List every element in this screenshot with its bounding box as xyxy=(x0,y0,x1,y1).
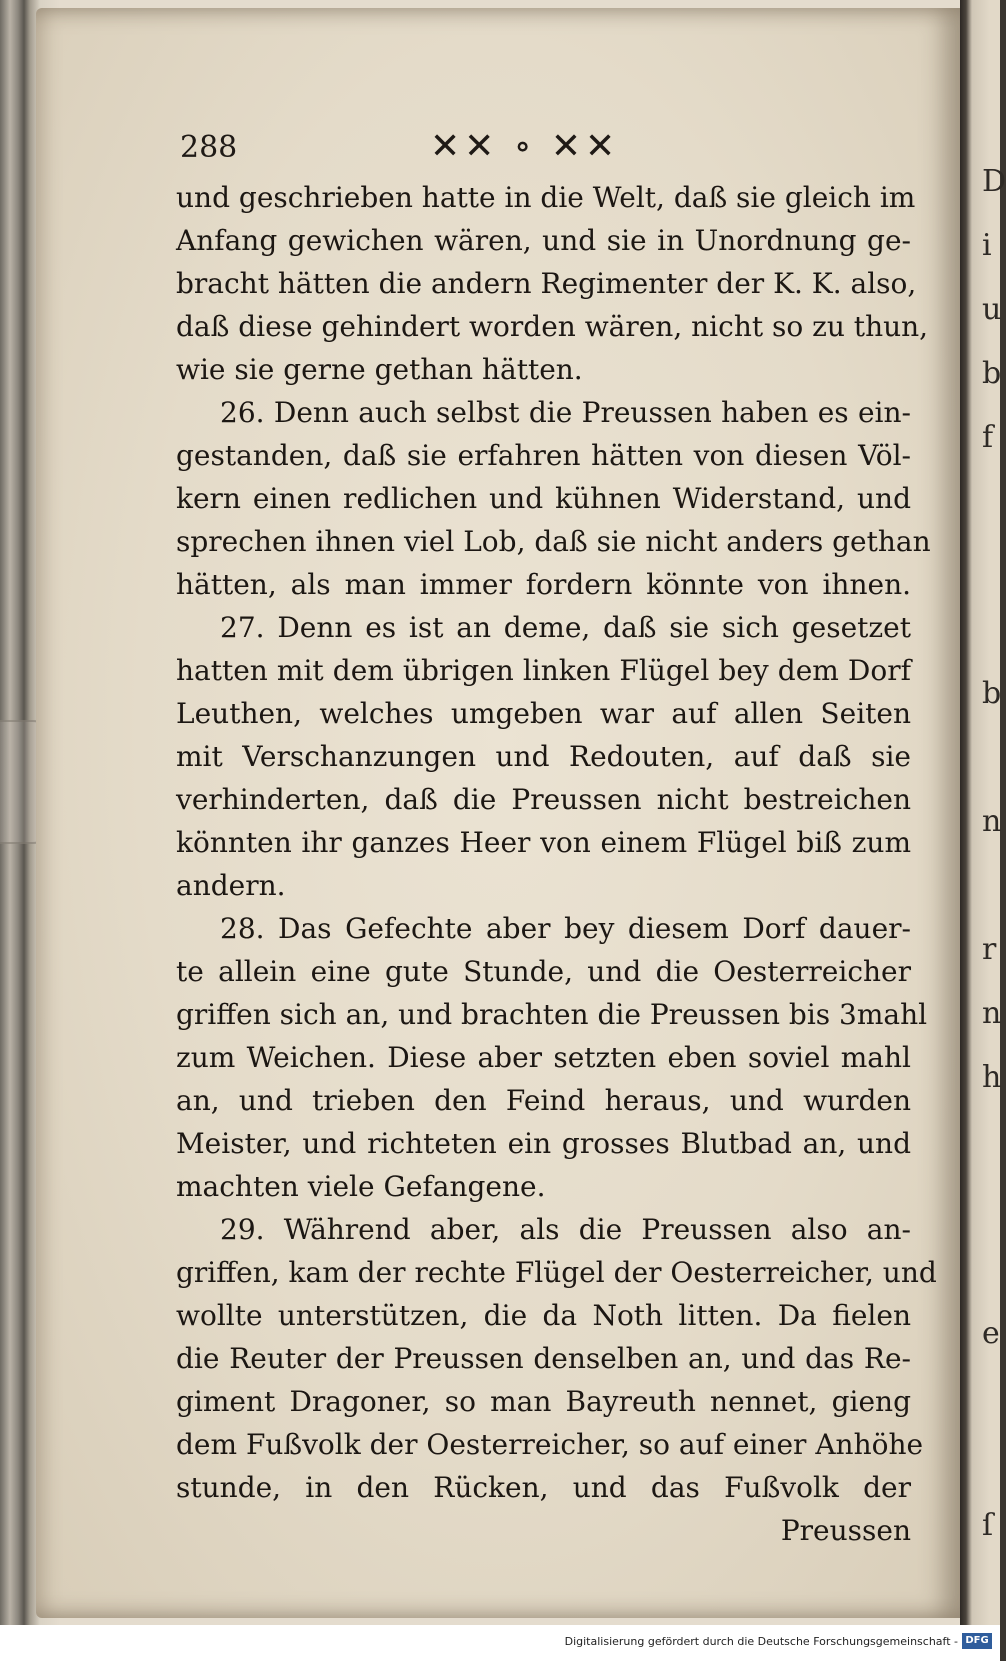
page-number: 288 xyxy=(180,130,238,165)
text-line: verhinderten, daß die Preussen nicht bestreichen xyxy=(176,783,911,816)
next-page-fragment: D i u b f b n r n h e ſ xyxy=(982,164,1006,1543)
text-line: Leuthen, welches umgeben war auf allen Seiten xyxy=(176,697,911,730)
text-line: an, und trieben den Feind heraus, und wurden xyxy=(176,1084,911,1117)
text-line: gestanden, daß sie erfahren hätten von diesen Völ- xyxy=(176,439,911,472)
text-line: hätten, als man immer fordern könnte von ihnen. xyxy=(176,568,911,601)
text-line: die Reuter der Preussen denselben an, und das Re- xyxy=(176,1342,911,1375)
text-line: wie sie gerne gethan hätten. xyxy=(176,353,583,386)
text-line: Anfang gewichen wären, und sie in Unordnung ge- xyxy=(176,224,911,257)
funding-credit: Digitalisierung gefördert durch die Deutsche Forschungsgemeinschaft - xyxy=(564,1635,958,1648)
text-line: griffen, kam der rechte Flügel der Oesterreicher, und xyxy=(176,1256,937,1289)
text-line: könnten ihr ganzes Heer von einem Flügel biß zum xyxy=(176,826,911,859)
text-line: hatten mit dem übrigen linken Flügel bey dem Dorf xyxy=(176,654,911,687)
text-line: und geschrieben hatte in die Welt, daß sie gleich im xyxy=(176,181,916,214)
text-line: 27. Denn es ist an deme, daß sie sich gesetzet xyxy=(220,611,911,644)
text-line: 26. Denn auch selbst die Preussen haben es ein- xyxy=(220,396,911,429)
text-line: 28. Das Gefechte aber bey diesem Dorf dauer- xyxy=(220,912,911,945)
text-line: stunde, in den Rücken, und das Fußvolk der xyxy=(176,1471,911,1504)
text-line: sprechen ihnen viel Lob, daß sie nicht anders gethan xyxy=(176,525,931,558)
text-line: griffen sich an, und brachten die Preussen bis 3mahl xyxy=(176,998,928,1031)
header-ornament: ✕✕ ∘ ✕✕ xyxy=(430,126,620,167)
text-line: kern einen redlichen und kühnen Widerstand, und xyxy=(176,482,911,515)
dfg-logo: DFG xyxy=(962,1633,992,1649)
footer-bar xyxy=(0,1625,1000,1661)
text-line: te allein eine gute Stunde, und die Oesterreicher xyxy=(176,955,911,988)
text-line: Meister, und richteten ein grosses Blutbad an, und xyxy=(176,1127,911,1160)
text-line: zum Weichen. Diese aber setzten eben soviel mahl xyxy=(176,1041,911,1074)
text-line: bracht hätten die andern Regimenter der K. K. also, xyxy=(176,267,917,300)
text-line: mit Verschanzungen und Redouten, auf daß sie xyxy=(176,740,911,773)
page-header xyxy=(180,126,880,172)
text-line: wollte unterstützen, die da Noth litten. Da fielen xyxy=(176,1299,911,1332)
text-line: 29. Während aber, als die Preussen also an- xyxy=(220,1213,911,1246)
text-line: giment Dragoner, so man Bayreuth nennet, gieng xyxy=(176,1385,911,1418)
text-line: daß diese gehindert worden wären, nicht so zu thun, xyxy=(176,310,929,343)
text-line: andern. xyxy=(176,869,286,902)
body-text xyxy=(176,176,937,1552)
text-line: dem Fußvolk der Oesterreicher, so auf einer Anhöhe xyxy=(176,1428,924,1461)
text-line: machten viele Gefangene. xyxy=(176,1170,546,1203)
catchword: Preussen xyxy=(780,1514,911,1547)
